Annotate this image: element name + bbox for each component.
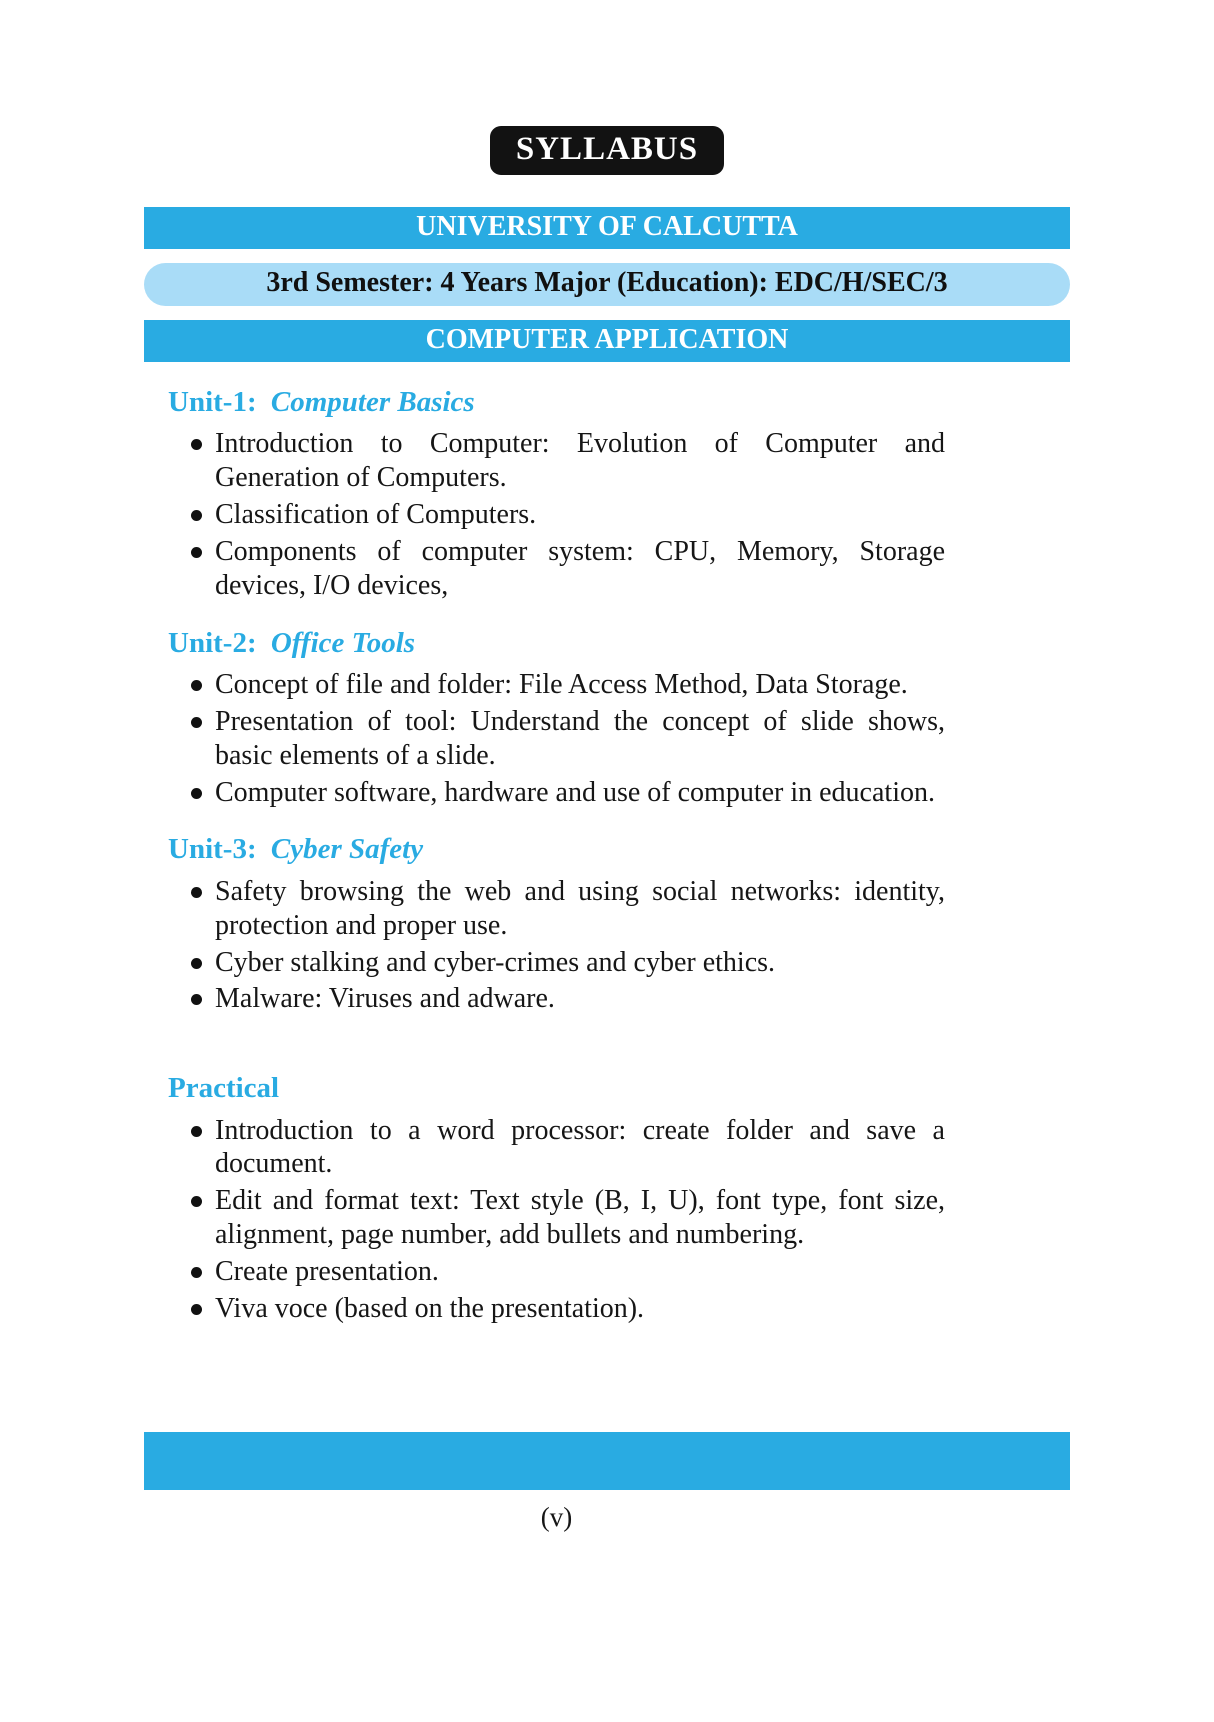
unit-label: Unit-3: <box>168 833 257 866</box>
unit-3-list <box>168 875 945 1017</box>
practical-heading <box>168 1072 945 1105</box>
unit-title: Computer Basics <box>270 385 475 418</box>
practical-list <box>168 1114 945 1326</box>
unit-3-heading <box>168 833 945 866</box>
unit-1-list <box>168 427 945 602</box>
unit-2-heading <box>168 627 945 660</box>
list-item: Cyber stalking and cyber-crimes and cyber ethics. <box>215 946 945 980</box>
unit-3-section <box>168 833 945 1016</box>
list-item: Components of computer system: CPU, Memory, Storage devices, I/O devices, <box>215 535 945 601</box>
unit-1-heading <box>168 386 945 419</box>
list-item: Classification of Computers. <box>215 498 945 532</box>
list-item: Malware: Viruses and adware. <box>215 982 945 1016</box>
list-item: Concept of file and folder: File Access Method, Data Storage. <box>215 668 945 702</box>
practical-section <box>168 1072 945 1326</box>
semester-banner: 3rd Semester: 4 Years Major (Education): EDC/H/SEC/3 <box>144 263 1070 305</box>
bottom-accent-bar <box>144 1432 1070 1490</box>
unit-label: Practical <box>168 1072 280 1105</box>
list-item: Introduction to a word processor: create folder and save a document. <box>215 1114 945 1180</box>
list-item: Introduction to Computer: Evolution of Computer and Generation of Computers. <box>215 428 945 494</box>
unit-2-section <box>168 627 945 810</box>
badge-container <box>0 0 1214 175</box>
unit-1-section <box>168 386 945 603</box>
unit-label: Unit-1: <box>168 385 257 418</box>
syllabus-body <box>168 386 945 1326</box>
syllabus-badge: SYLLABUS <box>490 126 724 175</box>
unit-2-list <box>168 668 945 810</box>
list-item: Presentation of tool: Understand the concept of slide shows, basic elements of a slide. <box>215 705 945 771</box>
list-item: Edit and format text: Text style (B, I, U), font type, font size, alignment, page number, add bullets and numbering. <box>215 1185 945 1251</box>
list-item: Create presentation. <box>215 1255 945 1289</box>
list-item: Safety browsing the web and using social networks: identity, protection and proper use. <box>215 875 945 941</box>
university-banner: UNIVERSITY OF CALCUTTA <box>144 207 1070 249</box>
unit-label: Unit-2: <box>168 626 257 659</box>
list-item: Computer software, hardware and use of computer in education. <box>215 776 945 810</box>
page-number: (v) <box>540 1502 573 1532</box>
list-item: Viva voce (based on the presentation). <box>215 1292 945 1326</box>
subject-banner: COMPUTER APPLICATION <box>144 320 1070 362</box>
unit-title: Office Tools <box>270 626 416 659</box>
unit-title: Cyber Safety <box>270 833 424 866</box>
